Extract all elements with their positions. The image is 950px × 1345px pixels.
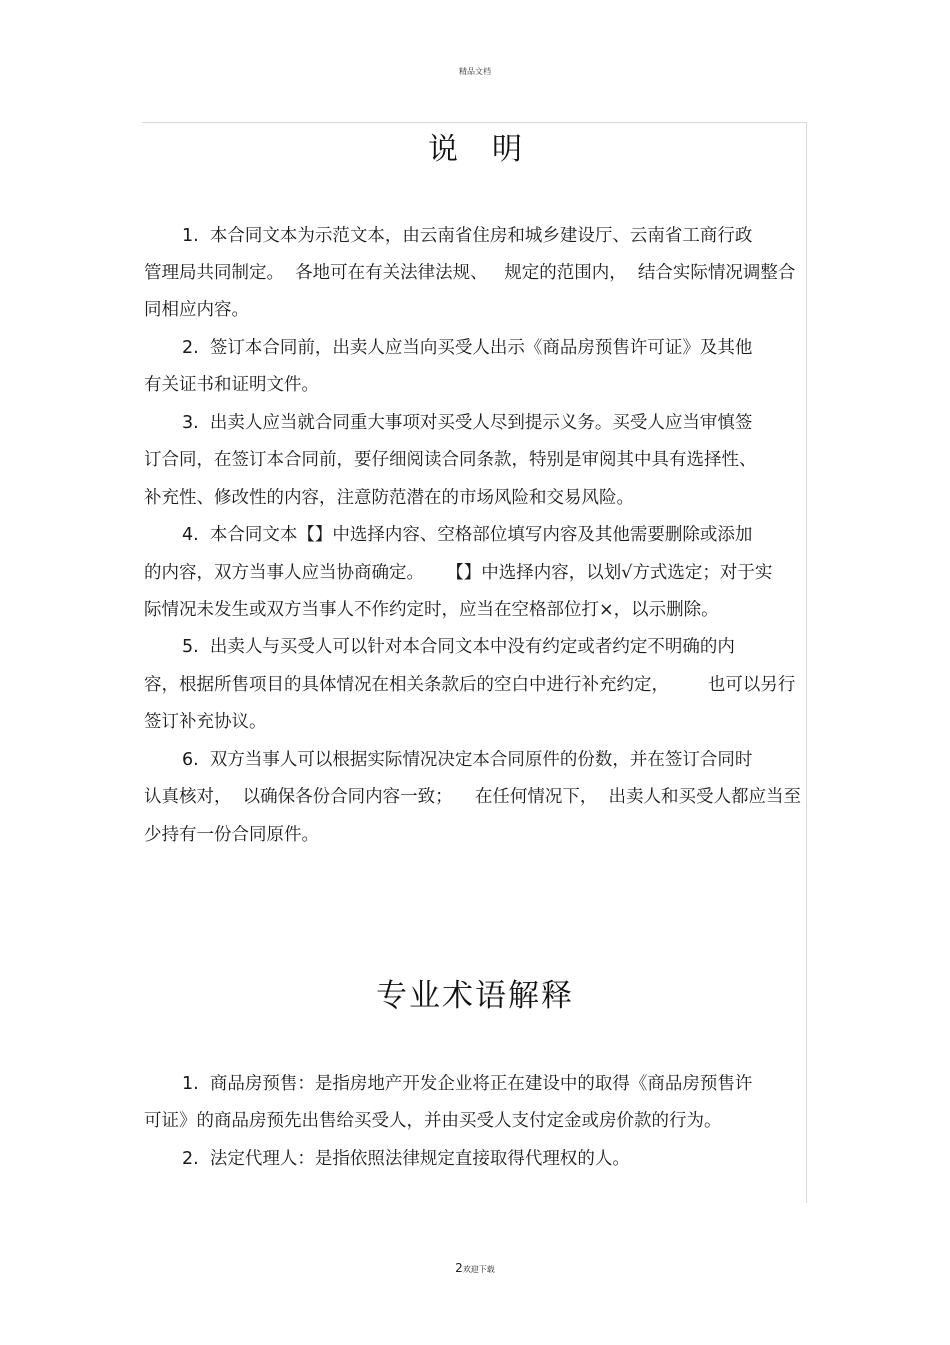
paragraph-line: 2. 签订本合同前，出卖人应当向买受人出示《商品房预售许可证》及其他 [182,338,753,358]
footer-text: 欢迎下载 [462,1265,495,1274]
paragraph-line: 少持有一份合同原件。 [144,825,319,845]
title-terms: 专业术语解释 [376,978,574,1014]
page-number: 2 [455,1261,463,1275]
page-frame [142,122,807,1203]
paragraph-line: 际情况未发生或双方当事人不作约定时，应当在空格部位打×，以示删除。 [144,600,719,620]
paragraph-line: 6. 双方当事人可以根据实际情况决定本合同原件的份数，并在签订合同时 [182,750,753,770]
paragraph-line: 容，根据所售项目的具体情况在相关条款后的空白中进行补充约定， 也可以另行 [144,675,796,695]
paragraph-line: 补充性、修改性的内容，注意防范潜在的市场风险和交易风险。 [144,488,634,508]
paragraph-line: 2. 法定代理人：是指依照法律规定直接取得代理权的人。 [182,1149,630,1169]
paragraph-line: 同相应内容。 [144,300,249,320]
paragraph-line: 5. 出卖人与买受人可以针对本合同文本中没有约定或者约定不明确的内 [182,637,735,657]
title-explanation: 说明 [428,132,556,167]
paragraph-line: 有关证书和证明文件。 [144,375,319,395]
paragraph-line: 3. 出卖人应当就合同重大事项对买受人尽到提示义务。买受人应当审慎签 [182,413,753,433]
paragraph-line: 4. 本合同文本【】中选择内容、空格部位填写内容及其他需要删除或添加 [182,525,753,545]
paragraph-line: 1. 本合同文本为示范文本，由云南省住房和城乡建设厅、云南省工商行政 [182,226,753,246]
paragraph-line: 签订补充协议。 [144,712,267,732]
paragraph-line: 1. 商品房预售：是指房地产开发企业将正在建设中的取得《商品房预售许 [182,1074,753,1094]
paragraph-line: 的内容，双方当事人应当协商确定。 【】中选择内容，以划√方式选定；对于实 [144,563,773,583]
header-note: 精品文档 [459,67,491,76]
paragraph-line: 可证》的商品房预先出售给买受人，并由买受人支付定金或房价款的行为。 [144,1111,722,1131]
paragraph-line: 管理局共同制定。 各地可在有关法律法规、 规定的范围内， 结合实际情况调整合 [144,263,796,283]
page-footer [0,1261,950,1275]
paragraph-line: 订合同，在签订本合同前，要仔细阅读合同条款，特别是审阅其中具有选择性、 [144,450,757,470]
paragraph-line: 认真核对， 以确保各份合同内容一致； 在任何情况下， 出卖人和买受人都应当至 [144,787,801,807]
